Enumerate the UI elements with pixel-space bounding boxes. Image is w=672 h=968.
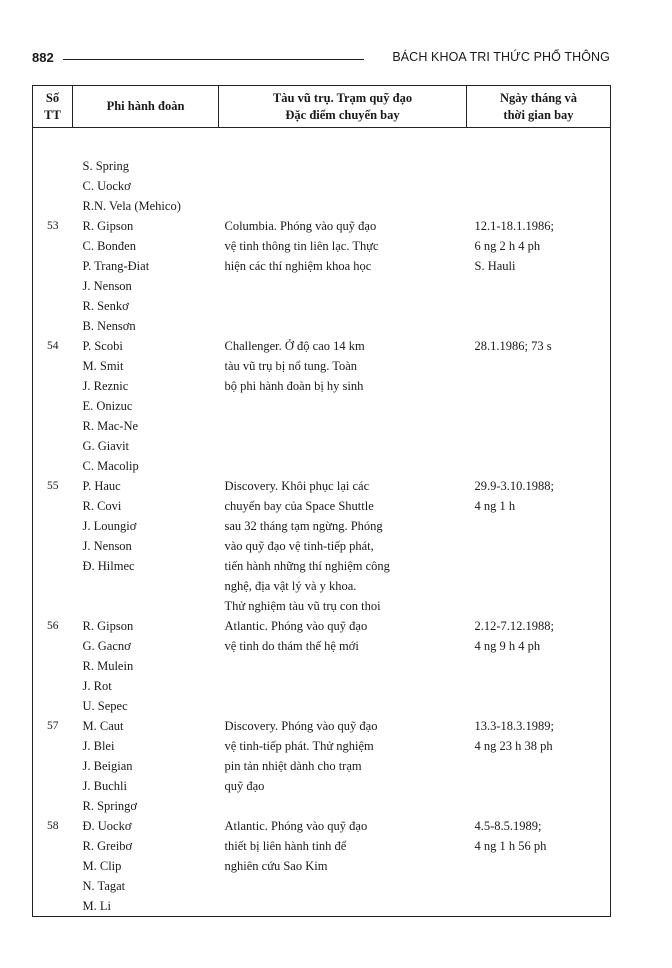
table-spacer-row: [33, 128, 611, 157]
row-number: [33, 156, 73, 216]
text-line: J. Nenson: [82, 539, 132, 553]
text-line: Discovery. Phóng vào quỹ đạo: [224, 719, 378, 733]
table-row: [33, 336, 611, 476]
crew-list: [73, 616, 219, 716]
header-description: [219, 86, 467, 128]
flight-description: [219, 216, 467, 336]
text-line: N. Tagat: [82, 879, 126, 893]
flight-date: [467, 816, 611, 917]
header-rule: [63, 59, 364, 60]
text-line: M. Smit: [82, 359, 124, 373]
flight-description: [219, 476, 467, 616]
text-line: 4 ng 1 h 56 ph: [474, 839, 547, 853]
flight-description: [219, 716, 467, 816]
table-row: [33, 216, 611, 336]
text-line: R. Greibơ: [82, 839, 133, 853]
text-line: vệ tinh-tiếp phát. Thử nghiệm: [224, 739, 374, 753]
text-line: bộ phi hành đoàn bị hy sinh: [224, 379, 364, 393]
text-line: S. Hauli: [474, 259, 516, 273]
continuation-row: [33, 156, 611, 216]
text-line: Challenger. Ở độ cao 14 km: [224, 339, 365, 353]
text-line: R. Gipson: [82, 619, 134, 633]
text-line: 29.9-3.10.1988;: [474, 479, 555, 493]
row-number: 54: [33, 336, 73, 476]
table-row: [33, 476, 611, 616]
flight-description: [219, 156, 467, 216]
text-line: quỹ đạo: [224, 779, 265, 793]
flight-date: [467, 156, 611, 216]
text-line: 4 ng 23 h 38 ph: [474, 739, 553, 753]
row-number: 56: [33, 616, 73, 716]
table-row: [33, 816, 611, 917]
text-line: hiện các thí nghiệm khoa học: [224, 259, 372, 273]
crew-list: [73, 816, 219, 917]
text-line: Đ. Uockơ: [82, 819, 132, 833]
header-date: [467, 86, 611, 128]
text-line: pin tản nhiệt dành cho trạm: [224, 759, 362, 773]
text-line: 2.12-7.12.1988;: [474, 619, 555, 633]
text-line: 4 ng 9 h 4 ph: [474, 639, 541, 653]
text-line: thiết bị liên hành tinh để: [224, 839, 347, 853]
text-line: Atlantic. Phóng vào quỹ đạo: [224, 619, 368, 633]
crew-list: [73, 336, 219, 476]
flight-date: [467, 476, 611, 616]
text-line: C. Uockơ: [82, 179, 131, 193]
text-line: P. Hauc: [82, 479, 121, 493]
text-line: R.N. Vela (Mehico): [82, 199, 181, 213]
text-line: 12.1-18.1.1986;: [474, 219, 555, 233]
text-line: tàu vũ trụ bị nổ tung. Toàn: [224, 359, 358, 373]
header-no: [33, 86, 73, 128]
text-line: R. Mac-Ne: [82, 419, 139, 433]
row-number: 57: [33, 716, 73, 816]
crew-list: [73, 716, 219, 816]
text-line: J. Nenson: [82, 279, 132, 293]
text-line: M. Clip: [82, 859, 122, 873]
table-row: [33, 616, 611, 716]
text-line: J. Rot: [82, 679, 112, 693]
text-line: G. Giavit: [82, 439, 130, 453]
text-line: M. Caut: [82, 719, 124, 733]
text-line: P. Trang-Điat: [82, 259, 150, 273]
text-line: B. Nensơn: [82, 319, 136, 333]
text-line: E. Onizuc: [82, 399, 133, 413]
text-line: vào quỹ đạo vệ tinh-tiếp phát,: [224, 539, 374, 553]
crew-list: [73, 476, 219, 616]
text-line: sau 32 tháng tạm ngừng. Phóng: [224, 519, 383, 533]
page-number: 882: [32, 50, 54, 65]
text-line: Columbia. Phóng vào quỹ đạo: [224, 219, 377, 233]
text-line: Tàu vũ trụ. Trạm quỹ đạo: [272, 90, 413, 105]
text-line: R. Mulein: [82, 659, 134, 673]
text-line: G. Gacnơ: [82, 639, 131, 653]
flight-date: [467, 216, 611, 336]
text-line: vệ tinh thông tin liên lạc. Thực: [224, 239, 379, 253]
text-line: Đặc điểm chuyến bay: [285, 107, 400, 122]
text-line: vệ tinh do thám thế hệ mới: [224, 639, 359, 653]
text-line: S. Spring: [82, 159, 130, 173]
flight-description: [219, 816, 467, 917]
text-line: R. Gipson: [82, 219, 134, 233]
text-line: 4.5-8.5.1989;: [474, 819, 542, 833]
text-line: C. Macolip: [82, 459, 139, 473]
page-header: [32, 50, 610, 70]
text-line: chuyến bay của Space Shuttle: [224, 499, 374, 513]
text-line: C. Bonđen: [82, 239, 136, 253]
flight-description: [219, 616, 467, 716]
text-line: Ngày tháng và: [499, 90, 578, 105]
text-line: J. Blei: [82, 739, 115, 753]
text-line: nghiên cứu Sao Kim: [224, 859, 328, 873]
text-line: 6 ng 2 h 4 ph: [474, 239, 541, 253]
text-line: Phi hành đoàn: [106, 99, 185, 113]
text-line: TT: [44, 107, 61, 122]
text-line: R. Covi: [82, 499, 122, 513]
text-line: J. Buchli: [82, 779, 127, 793]
book-title: BÁCH KHOA TRI THỨC PHỔ THÔNG: [392, 50, 610, 64]
text-line: M. Li: [82, 899, 111, 913]
text-line: Discovery. Khôi phục lại các: [224, 479, 370, 493]
text-line: 28.1.1986; 73 s: [474, 339, 552, 353]
text-line: R. Senkơ: [82, 299, 129, 313]
flight-table: [32, 85, 611, 917]
flight-date: [467, 336, 611, 476]
text-line: tiến hành những thí nghiệm công: [224, 559, 390, 573]
flight-date: [467, 616, 611, 716]
row-number: 55: [33, 476, 73, 616]
crew-list: [73, 216, 219, 336]
text-line: J. Beigian: [82, 759, 133, 773]
header-crew: [73, 86, 219, 128]
text-line: J. Loungiơ: [82, 519, 137, 533]
crew-list: [73, 156, 219, 216]
text-line: R. Springơ: [82, 799, 138, 813]
text-line: Thử nghiệm tàu vũ trụ con thoi: [224, 599, 381, 613]
text-line: thời gian bay: [503, 107, 574, 122]
text-line: 4 ng 1 h: [474, 499, 516, 513]
text-line: Atlantic. Phóng vào quỹ đạo: [224, 819, 368, 833]
flight-date: [467, 716, 611, 816]
text-line: P. Scobi: [82, 339, 123, 353]
text-line: 13.3-18.3.1989;: [474, 719, 555, 733]
text-line: Số: [45, 90, 60, 105]
row-number: 58: [33, 816, 73, 917]
text-line: U. Sepec: [82, 699, 128, 713]
flight-description: [219, 336, 467, 476]
row-number: 53: [33, 216, 73, 336]
text-line: J. Reznic: [82, 379, 129, 393]
table-row: [33, 716, 611, 816]
text-line: Đ. Hilmec: [82, 559, 135, 573]
text-line: nghệ, địa vật lý và y khoa.: [224, 579, 357, 593]
table-header-row: [33, 86, 611, 128]
